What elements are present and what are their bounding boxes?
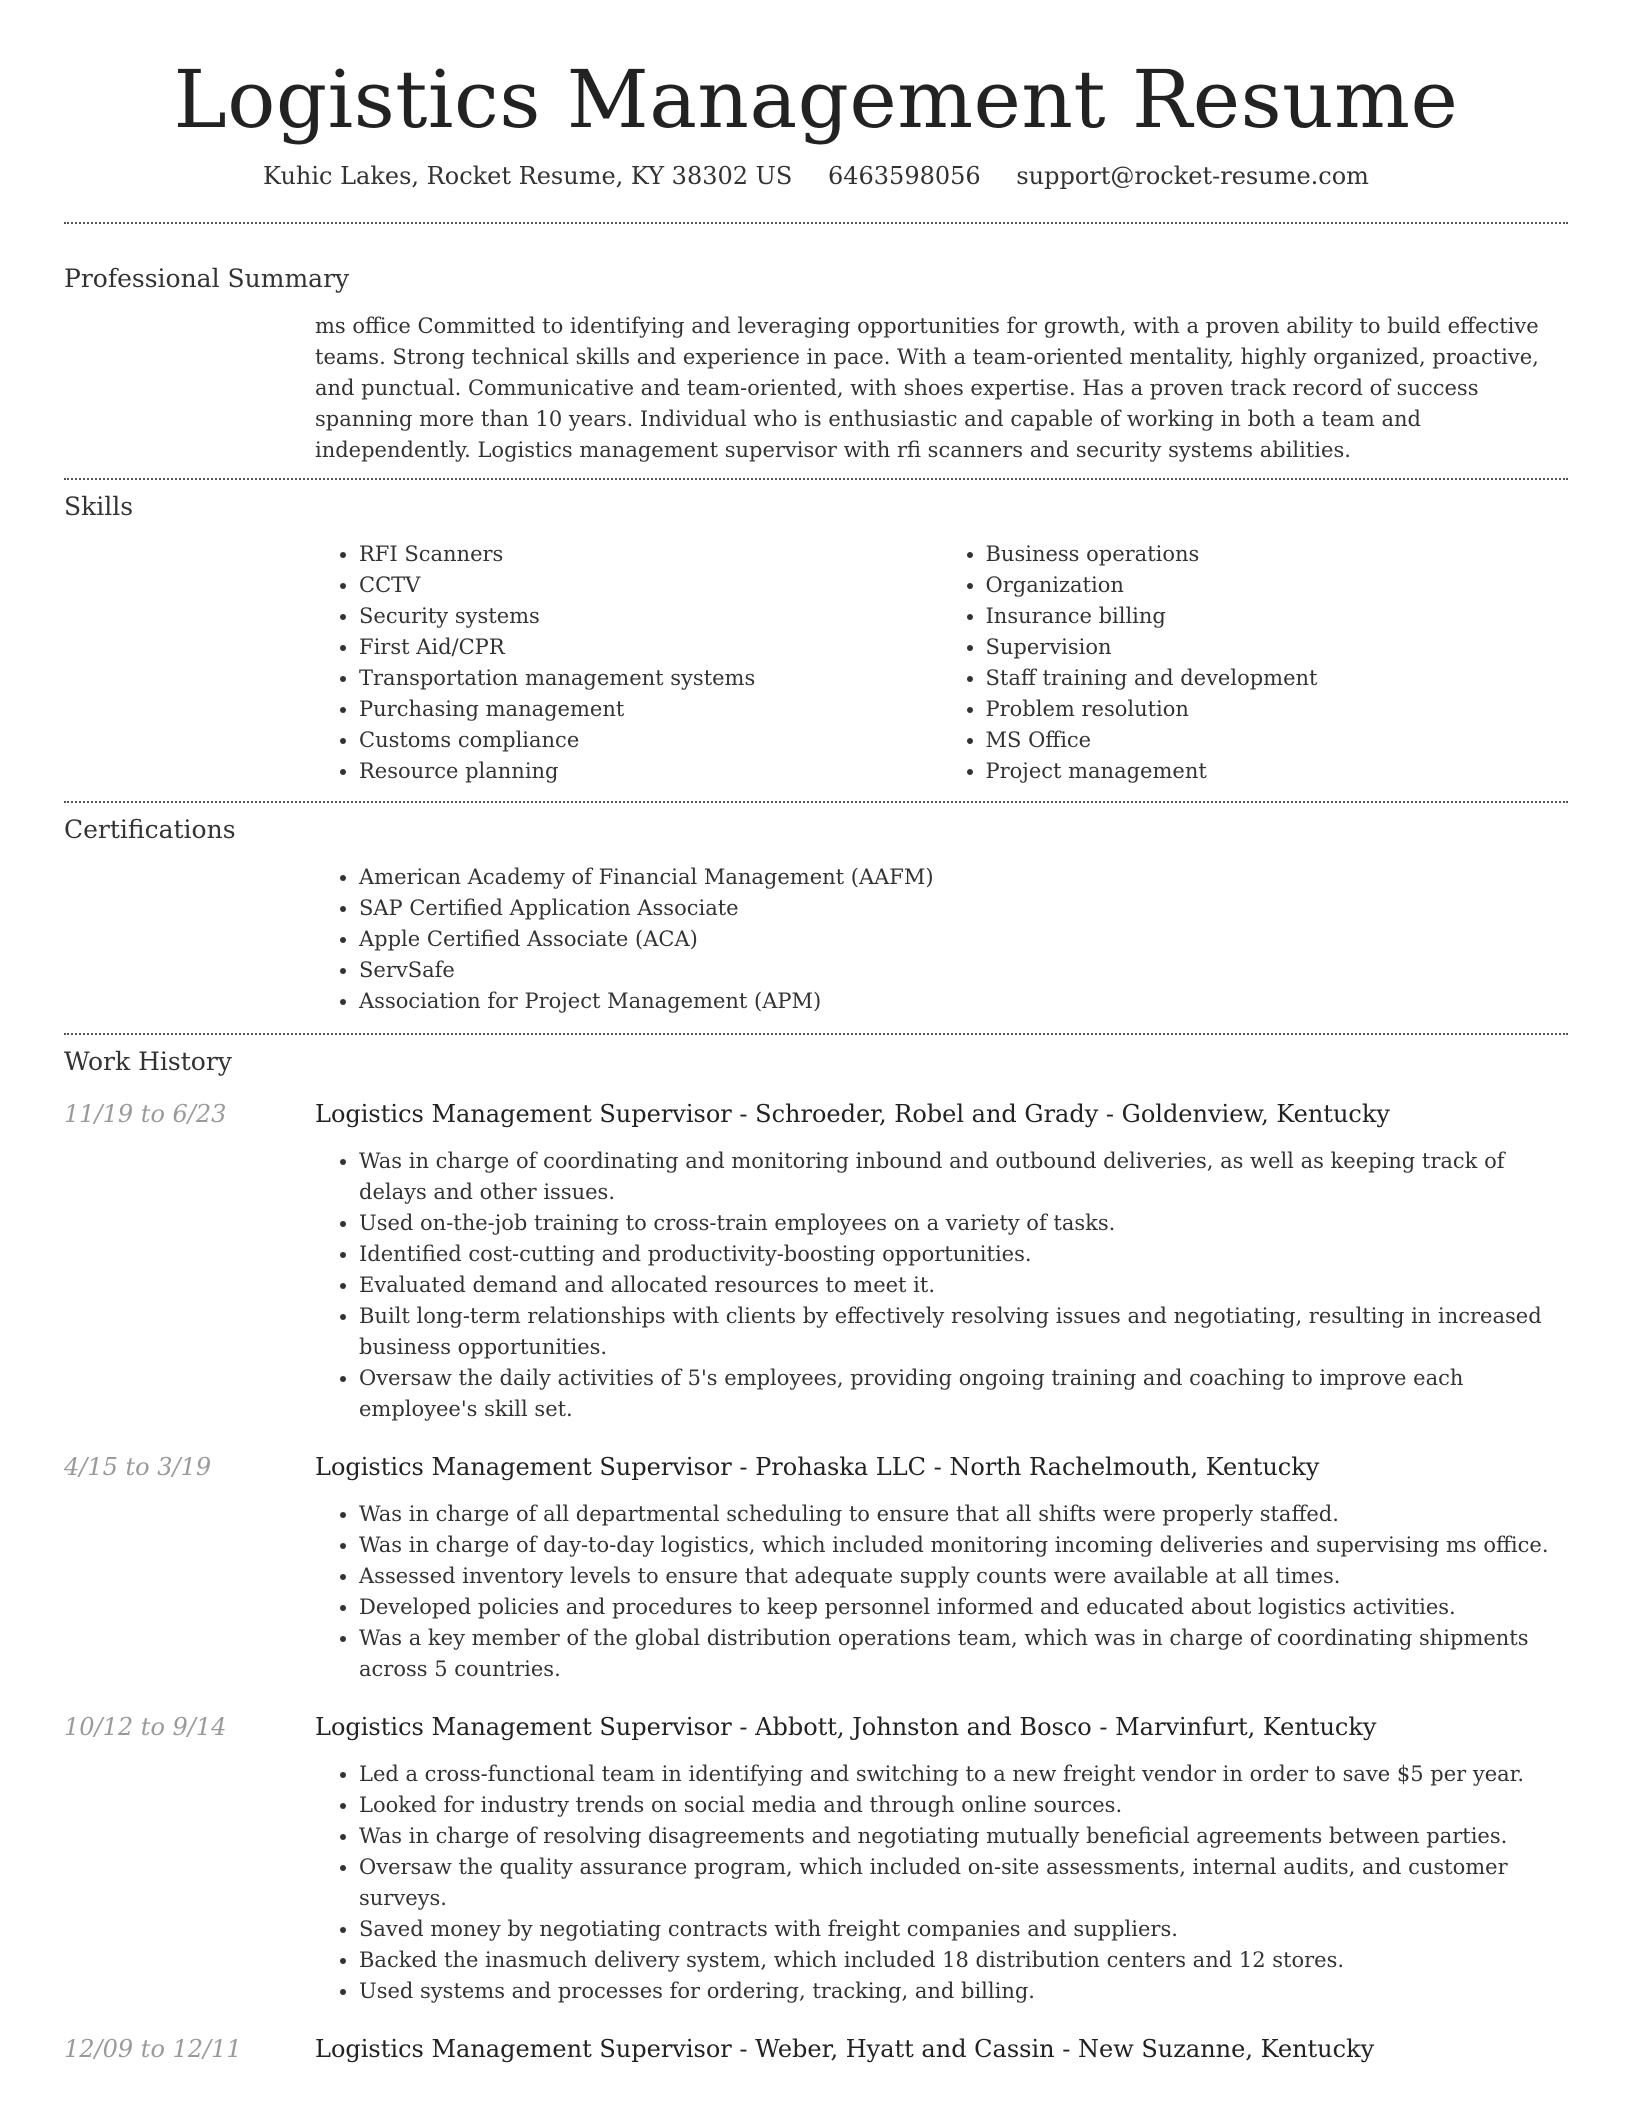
list-item: • Evaluated demand and allocated resources to meet it. bbox=[359, 1270, 1568, 1301]
job-title: Logistics Management Supervisor - Weber, Hyatt and Cassin - New Suzanne, Kentucky bbox=[315, 2035, 1375, 2063]
job-title: Logistics Management Supervisor - Schroeder, Robel and Grady - Goldenview, Kentucky bbox=[315, 1100, 1390, 1128]
job-bullets bbox=[315, 1499, 1568, 1685]
section-title-work: Work History bbox=[64, 1047, 232, 1076]
list-item: • MS Office bbox=[986, 725, 1569, 756]
section-title-certifications: Certifications bbox=[64, 815, 236, 844]
list-item: • Problem resolution bbox=[986, 694, 1569, 725]
section-title-skills: Skills bbox=[64, 492, 134, 521]
list-item: • Led a cross-functional team in identifying and switching to a new freight vendor in order to save $5 per year. bbox=[359, 1759, 1568, 1790]
list-item: • Staff training and development bbox=[986, 663, 1569, 694]
job-dates: 10/12 to 9/14 bbox=[64, 1713, 227, 1741]
list-item: • Oversaw the quality assurance program, which included on-site assessments, internal audits, and customer surveys. bbox=[359, 1852, 1568, 1914]
list-item: • Identified cost-cutting and productivity-boosting opportunities. bbox=[359, 1239, 1568, 1270]
job-dates: 4/15 to 3/19 bbox=[64, 1453, 212, 1481]
list-item: • SAP Certified Application Associate bbox=[359, 893, 1568, 924]
job-title: Logistics Management Supervisor - Prohaska LLC - North Rachelmouth, Kentucky bbox=[315, 1453, 1320, 1481]
list-item: • RFI Scanners bbox=[359, 539, 942, 570]
list-item: • Association for Project Management (APM) bbox=[359, 986, 1568, 1017]
job-entry bbox=[64, 1098, 1568, 1425]
email: support@rocket-resume.com bbox=[1016, 162, 1369, 190]
list-item: • ServSafe bbox=[359, 955, 1568, 986]
job-entry bbox=[64, 1451, 1568, 1685]
list-item: • Apple Certified Associate (ACA) bbox=[359, 924, 1568, 955]
list-item: • Customs compliance bbox=[359, 725, 942, 756]
job-body bbox=[315, 1451, 1568, 1685]
list-item: • Insurance billing bbox=[986, 601, 1569, 632]
work-section bbox=[64, 1035, 1568, 2065]
list-item: • Was a key member of the global distribution operations team, which was in charge of coordinating shipments across 5 countries. bbox=[359, 1623, 1568, 1685]
list-item: • Developed policies and procedures to keep personnel informed and educated about logistics activities. bbox=[359, 1592, 1568, 1623]
job-entry bbox=[64, 2033, 1568, 2065]
resume-title: Logistics Management Resume bbox=[173, 53, 1459, 146]
list-item: • Was in charge of all departmental scheduling to ensure that all shifts were properly staffed. bbox=[359, 1499, 1568, 1530]
skills-section bbox=[64, 480, 1568, 801]
job-bullets bbox=[315, 1759, 1568, 2007]
list-item: • Business operations bbox=[986, 539, 1569, 570]
list-item: • Used on-the-job training to cross-train employees on a variety of tasks. bbox=[359, 1208, 1568, 1239]
list-item: • Built long-term relationships with clients by effectively resolving issues and negotiating, resulting in increased business opportunities. bbox=[359, 1301, 1568, 1363]
job-body bbox=[315, 2033, 1568, 2065]
list-item: • Organization bbox=[986, 570, 1569, 601]
phone: 6463598056 bbox=[827, 162, 981, 190]
job-dates: 12/09 to 12/11 bbox=[64, 2035, 242, 2063]
list-item: • CCTV bbox=[359, 570, 942, 601]
list-item: • Was in charge of resolving disagreements and negotiating mutually beneficial agreements between parties. bbox=[359, 1821, 1568, 1852]
section-title-summary: Professional Summary bbox=[64, 264, 350, 293]
job-body bbox=[315, 1711, 1568, 2007]
skills-columns bbox=[315, 539, 1568, 801]
list-item: • Project management bbox=[986, 756, 1569, 787]
list-item: • Purchasing management bbox=[359, 694, 942, 725]
list-item: • Saved money by negotiating contracts with freight companies and suppliers. bbox=[359, 1914, 1568, 1945]
list-item: • Security systems bbox=[359, 601, 942, 632]
list-item: • First Aid/CPR bbox=[359, 632, 942, 663]
skills-list-right bbox=[942, 539, 1569, 787]
job-body bbox=[315, 1098, 1568, 1425]
jobs-list bbox=[64, 1098, 1568, 2065]
list-item: • Transportation management systems bbox=[359, 663, 942, 694]
list-item: • Assessed inventory levels to ensure that adequate supply counts were available at all times. bbox=[359, 1561, 1568, 1592]
list-item: • Was in charge of day-to-day logistics, which included monitoring incoming deliveries and supervising ms office. bbox=[359, 1530, 1568, 1561]
resume-page bbox=[64, 0, 1568, 2065]
job-entry bbox=[64, 1711, 1568, 2007]
list-item: • Supervision bbox=[986, 632, 1569, 663]
certifications-section bbox=[64, 803, 1568, 1033]
list-item: • Was in charge of coordinating and monitoring inbound and outbound deliveries, as well as keeping track of delays and other issues. bbox=[359, 1146, 1568, 1208]
job-dates: 11/19 to 6/23 bbox=[64, 1100, 227, 1128]
list-item: • Resource planning bbox=[359, 756, 942, 787]
list-item: • Backed the inasmuch delivery system, which included 18 distribution centers and 12 stores. bbox=[359, 1945, 1568, 1976]
certifications-content bbox=[315, 862, 1568, 1033]
summary-section bbox=[64, 224, 1568, 478]
skills-list-left bbox=[315, 539, 942, 787]
address: Kuhic Lakes, Rocket Resume, KY 38302 US bbox=[263, 162, 793, 190]
list-item: • Looked for industry trends on social media and through online sources. bbox=[359, 1790, 1568, 1821]
list-item: • Used systems and processes for ordering, tracking, and billing. bbox=[359, 1976, 1568, 2007]
certifications-list bbox=[315, 862, 1568, 1017]
summary-text: ms office Committed to identifying and leveraging opportunities for growth, with a proven ability to build effective teams. Strong technical skills and experience in pace. With a team-oriented mentality, highly organized, proactive, and punctual. Communicative and team-oriented, with shoes expertise. Has a proven track record of success spanning more than 10 years. Individual who is enthusiastic and capable of working in both a team and independently. Logistics management supervisor with rfi scanners and security systems abilities. bbox=[315, 314, 1539, 462]
job-bullets bbox=[315, 1146, 1568, 1425]
list-item: • Oversaw the daily activities of 5's employees, providing ongoing training and coaching to improve each employee's skill set. bbox=[359, 1363, 1568, 1425]
job-title: Logistics Management Supervisor - Abbott, Johnston and Bosco - Marvinfurt, Kentucky bbox=[315, 1713, 1377, 1741]
contact-line bbox=[64, 162, 1568, 190]
list-item: • American Academy of Financial Management (AAFM) bbox=[359, 862, 1568, 893]
